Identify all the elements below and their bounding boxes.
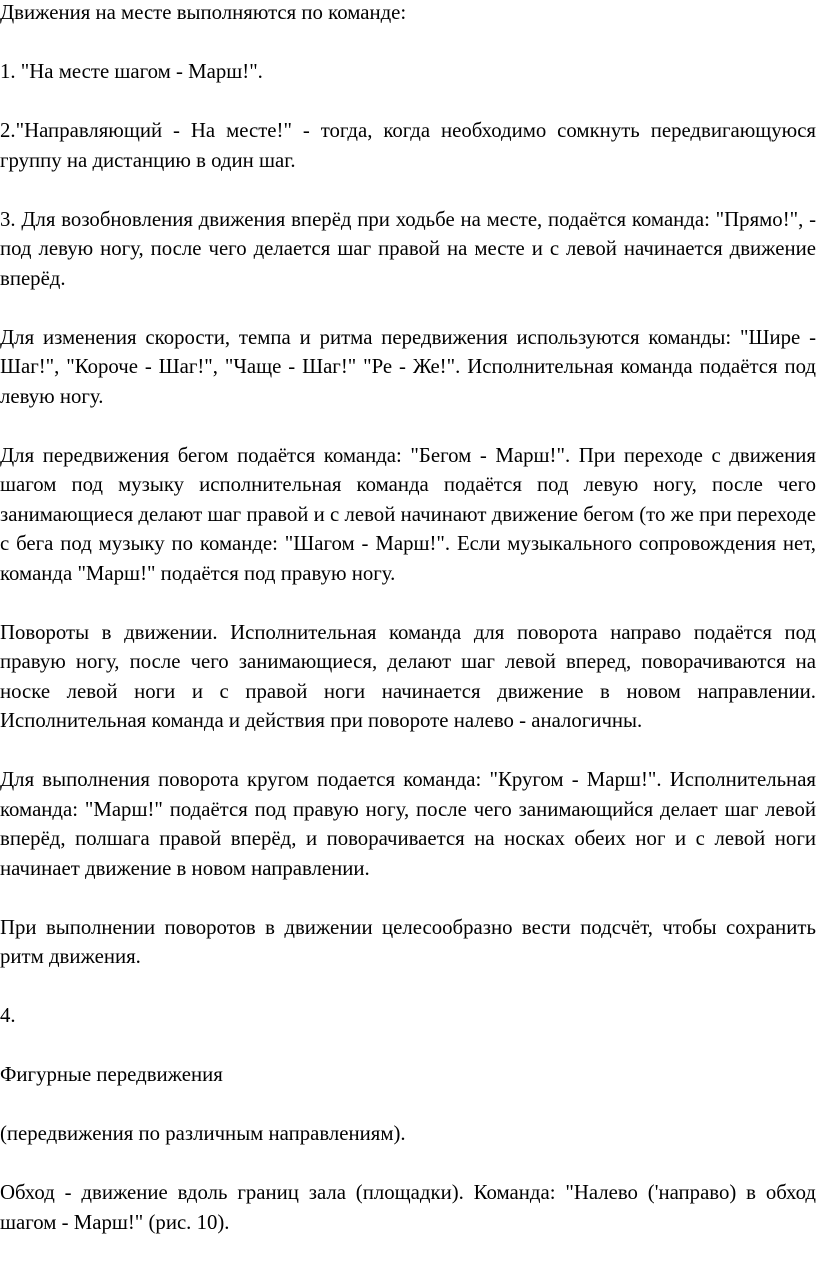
paragraph-4: 3. Для возобновления движения вперёд при ходьбе на месте, подаётся команда: "Прямо!", - под левую ногу, после чего делается шаг правой на месте и с левой начинается движение вперёд. bbox=[0, 207, 816, 290]
paragraph-2: 1. "На месте шагом - Марш!". bbox=[0, 60, 263, 83]
paragraph-8: Для выполнения поворота кругом подается команда: "Кругом - Марш!". Исполнительная команда: "Марш!" подаётся под правую ногу, после чего занимающийся делает шаг левой вперёд, полшага правой вперёд, и поворачивается на носках обеих ног и с левой ноги начинает движение в новом направлении. bbox=[0, 768, 816, 880]
paragraph-5: Для изменения скорости, темпа и ритма передвижения используются команды: "Шире - Шаг!", "Короче - Шаг!", "Чаще - Шаг!" "Ре - Же!". Исполнительная команда подаётся под левую ногу. bbox=[0, 325, 816, 408]
paragraph-13: Обход - движение вдоль границ зала (площадки). Команда: "Налево ('направо) в обход шагом - Марш!" (рис. 10). bbox=[0, 1181, 816, 1234]
paragraph-6: Для передвижения бегом подаётся команда: "Бегом - Марш!". При переходе с движения шагом под музыку исполнительная команда подаётся под левую ногу, после чего занимающиеся делают шаг правой и с левой начинают движение бегом (то же при переходе с бега под музыку по команде: "Шагом - Марш!". Если музыкального сопровождения нет, команда "Марш!" подаётся под правую ногу. bbox=[0, 443, 816, 585]
paragraph-1: Движения на месте выполняются по команде: bbox=[0, 1, 407, 24]
section-number: 4. bbox=[0, 1004, 16, 1027]
section-title: Фигурные передвижения bbox=[0, 1063, 223, 1086]
section-subtitle: (передвижения по различным направлениям). bbox=[0, 1122, 406, 1145]
paragraph-7: Повороты в движении. Исполнительная команда для поворота направо подаётся под правую ногу, после чего занимающиеся, делают шаг левой вперед, поворачиваются на носке левой ноги и с правой ноги начинается движение в новом направлении. Исполнительная команда и действия при повороте налево - аналогичны. bbox=[0, 620, 816, 732]
paragraph-3: 2."Направляющий - На месте!" - тогда, когда необходимо сомкнуть передвигающуюся группу на дистанцию в один шаг. bbox=[0, 119, 816, 172]
paragraph-9: При выполнении поворотов в движении целесообразно вести подсчёт, чтобы сохранить ритм движения. bbox=[0, 915, 816, 968]
